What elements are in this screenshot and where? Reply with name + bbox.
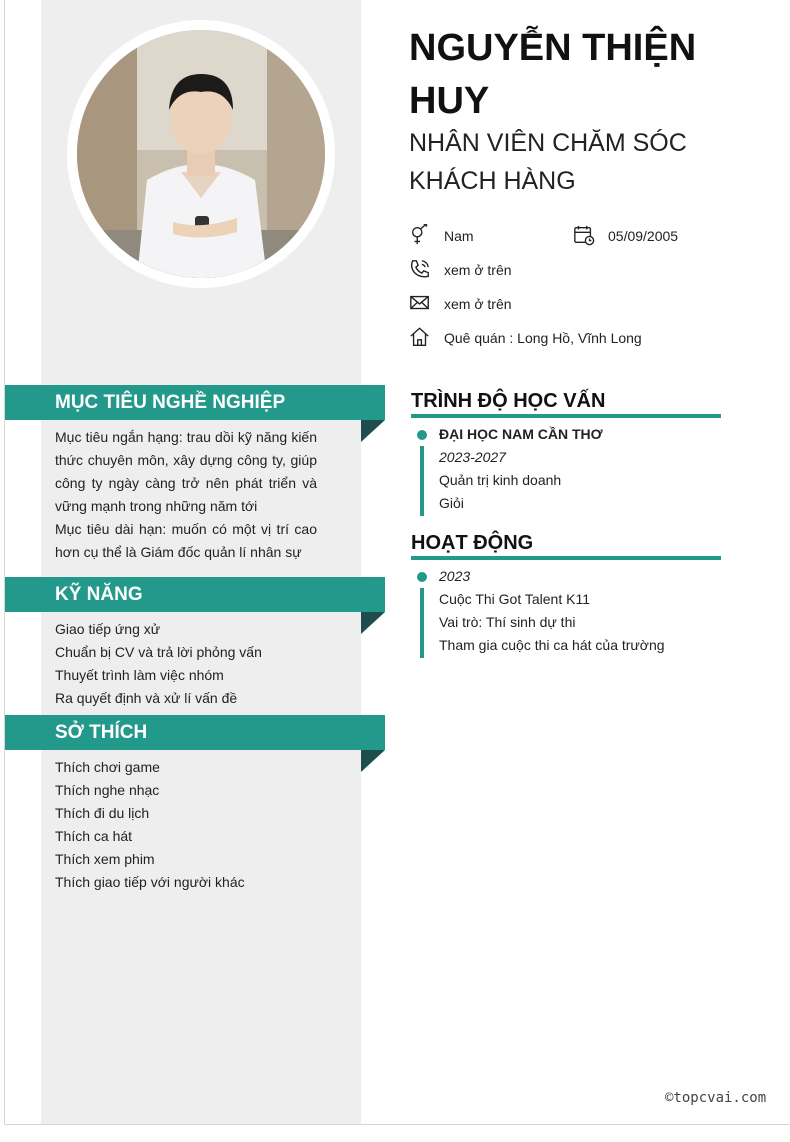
hobby-item: Thích nghe nhạc xyxy=(55,782,160,798)
section-fold-decoration xyxy=(361,612,385,634)
job-title: NHÂN VIÊN CHĂM SÓC KHÁCH HÀNG xyxy=(409,129,687,195)
hobby-item: Thích chơi game xyxy=(55,759,160,775)
email-row xyxy=(409,292,609,316)
section-activities-header xyxy=(411,530,721,560)
phone-row xyxy=(409,258,609,282)
phone-value: xem ở trên xyxy=(444,262,512,278)
activity-year: 2023 xyxy=(439,568,471,584)
hobby-item: Thích ca hát xyxy=(55,828,133,844)
education-period: 2023-2027 xyxy=(439,449,506,465)
section-title: KỸ NĂNG xyxy=(55,584,143,605)
section-title: MỤC TIÊU NGHỀ NGHIỆP xyxy=(55,392,286,413)
home-icon xyxy=(409,326,431,348)
skill-item: Ra quyết định và xử lí vấn đề xyxy=(55,690,238,706)
hobby-item: Thích giao tiếp với người khác xyxy=(55,874,245,890)
section-fold-decoration xyxy=(361,420,385,442)
timeline-dot xyxy=(417,572,427,582)
section-title: TRÌNH ĐỘ HỌC VẤN xyxy=(411,390,606,412)
section-hobbies-header xyxy=(5,715,385,750)
timeline-dot xyxy=(417,430,427,440)
activity-event: Cuộc Thi Got Talent K11 xyxy=(439,591,590,607)
hobby-item: Thích đi du lịch xyxy=(55,805,150,821)
cv-page xyxy=(4,0,790,1125)
skills-list xyxy=(55,618,317,710)
long-term-goal: Mục tiêu dài hạn: muốn có một vị trí cao hơn cụ thể là Giám đốc quản lí nhân sự xyxy=(55,521,317,560)
birthday-row xyxy=(573,224,753,248)
skill-item: Thuyết trình làm việc nhóm xyxy=(55,667,224,683)
education-grade: Giỏi xyxy=(439,495,464,511)
email-value: xem ở trên xyxy=(444,296,512,312)
candidate-name: NGUYỄN THIỆN HUY xyxy=(409,27,697,122)
hometown-row xyxy=(409,326,709,350)
skill-item: Chuẩn bị CV và trả lời phỏng vấn xyxy=(55,644,262,660)
section-skills-header xyxy=(5,577,385,612)
watermark: ©topcvai.com xyxy=(665,1090,767,1106)
education-major: Quản trị kinh doanh xyxy=(439,472,562,488)
hometown-value: Quê quán : Long Hồ, Vĩnh Long xyxy=(444,330,642,346)
hobby-item: Thích xem phim xyxy=(55,851,155,867)
activity-role: Vai trò: Thí sinh dự thi xyxy=(439,614,576,630)
section-education-header xyxy=(411,388,721,418)
hobbies-list xyxy=(55,756,317,894)
avatar-photo xyxy=(77,30,325,278)
career-goal-text xyxy=(55,426,317,564)
education-school: ĐẠI HỌC NAM CẦN THƠ xyxy=(439,426,603,442)
calendar-icon xyxy=(573,224,595,246)
section-title: HOẠT ĐỘNG xyxy=(411,532,534,554)
gender-value: Nam xyxy=(444,228,474,244)
birthday-value: 05/09/2005 xyxy=(608,228,679,244)
skill-item: Giao tiếp ứng xử xyxy=(55,621,161,637)
section-fold-decoration xyxy=(361,750,385,772)
section-title: SỞ THÍCH xyxy=(55,722,148,743)
envelope-icon xyxy=(409,292,431,314)
gender-icon xyxy=(409,224,431,246)
short-term-goal: Mục tiêu ngắn hạng: trau dồi kỹ năng kiến thức chuyên môn, xây dựng công ty, giúp công ty ngày càng trở nên phát triển và vững mạnh trong những năm tới xyxy=(55,429,317,514)
gender-row xyxy=(409,224,569,248)
timeline-line xyxy=(420,446,424,516)
section-career-goal-header xyxy=(5,385,385,420)
phone-icon xyxy=(409,258,431,280)
activity-description: Tham gia cuộc thi ca hát của trường xyxy=(439,637,665,653)
timeline-line xyxy=(420,588,424,658)
avatar xyxy=(77,30,325,278)
